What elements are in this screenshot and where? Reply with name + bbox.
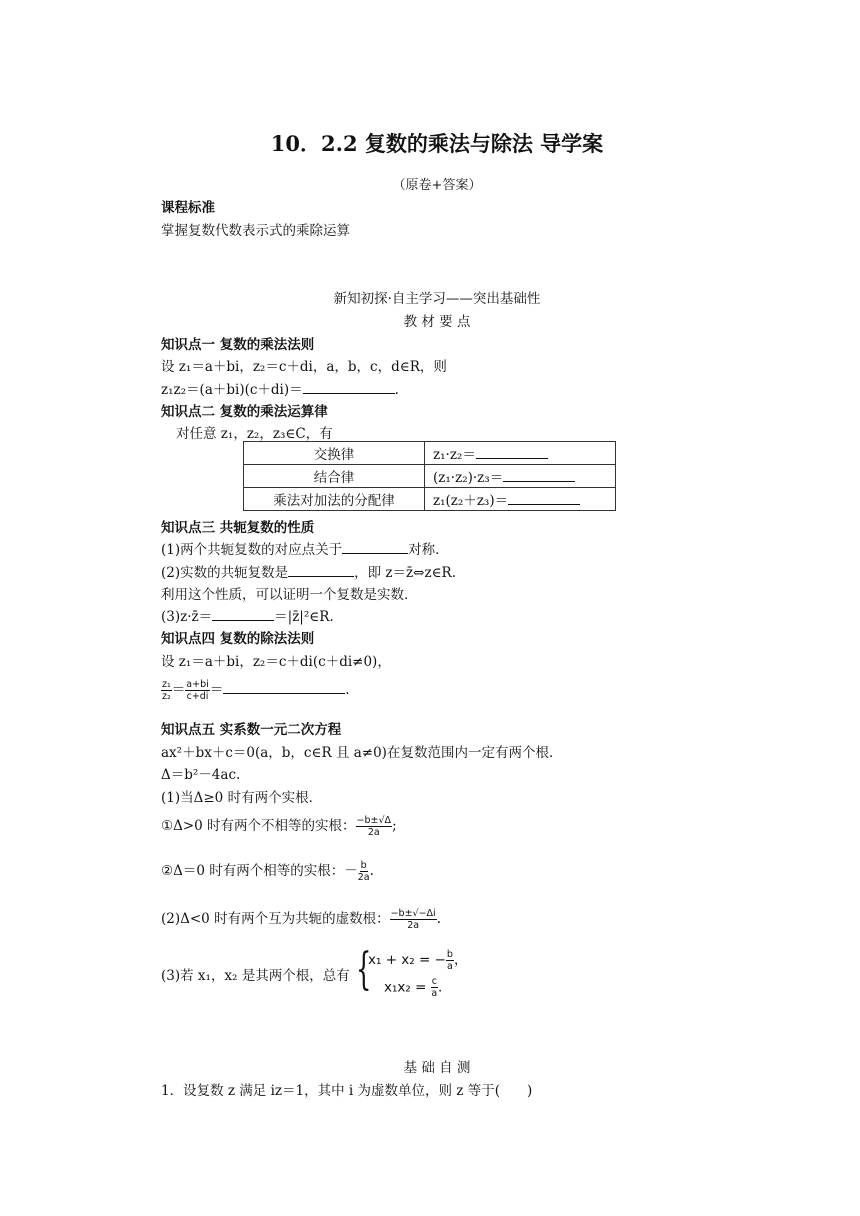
kp5-line7: (3)若 x₁，x₂ 是其两个根，总有 bbox=[161, 968, 350, 984]
kp5-line6-text: (2)Δ<0 时有两个互为共轭的虚数根： bbox=[161, 911, 390, 927]
kp2-heading: 知识点二 复数的乘法运算律 bbox=[161, 404, 328, 420]
kp1-line2-text: z₁z₂＝(a＋bi)(c＋di)＝ bbox=[161, 382, 303, 398]
numerator: −b±√Δ bbox=[356, 815, 392, 826]
kp4-heading: 知识点四 复数的除法法则 bbox=[161, 631, 315, 647]
numerator: z₁ bbox=[162, 679, 171, 690]
kp4-division-formula bbox=[161, 678, 350, 702]
kp2-intro: 对任意 z₁，z₂，z₃∈C，有 bbox=[176, 426, 333, 442]
answer-blank[interactable] bbox=[503, 469, 575, 482]
kp3-line4-b: ＝|z̄|²∈R. bbox=[274, 609, 334, 625]
law-expr-text: (z₁·z₂)·z₃＝ bbox=[433, 470, 504, 486]
period: . bbox=[345, 682, 350, 698]
kp1-line1: 设 z₁＝a＋bi，z₂＝c＋di，a，b，c，d∈R，则 bbox=[161, 359, 447, 375]
laws-table bbox=[243, 441, 616, 511]
kp4-line1: 设 z₁＝a＋bi，z₂＝c＋di(c＋di≠0)， bbox=[161, 654, 391, 670]
kp5-line2: Δ＝b²－4ac. bbox=[161, 767, 241, 783]
left-brace-icon: { bbox=[356, 944, 372, 995]
punctuation: . bbox=[436, 911, 441, 927]
kp3-line1 bbox=[161, 538, 449, 558]
kp3-line4-a: (3)z·z̄＝ bbox=[161, 609, 213, 625]
law-expr-text: z₁·z₂＝ bbox=[433, 447, 476, 463]
kp5-heading: 知识点五 实系数一元二次方程 bbox=[161, 722, 342, 738]
kp5-line4 bbox=[161, 814, 397, 838]
question-1: 1．设复数 z 满足 iz＝1，其中 i 为虚数单位，则 z 等于( ) bbox=[161, 1083, 533, 1099]
vieta-product-text: x₁x₂ = bbox=[384, 979, 431, 996]
kp5-line1: ax²＋bx＋c＝0(a，b，c∈R 且 a≠0)在复数范围内一定有两个根． bbox=[161, 745, 563, 761]
punctuation: . bbox=[369, 863, 374, 879]
denominator: 2a bbox=[407, 920, 420, 931]
denominator: a bbox=[431, 988, 438, 999]
kp5-line5-text: ②Δ＝0 时有两个相等的实根：－ bbox=[161, 863, 358, 879]
answer-blank[interactable] bbox=[223, 681, 345, 694]
vieta-product bbox=[384, 976, 442, 999]
numerator: b bbox=[446, 948, 453, 960]
kp3-heading: 知识点三 共轭复数的性质 bbox=[161, 520, 315, 536]
denominator: c+di bbox=[186, 691, 209, 702]
section-heading: 新知初探·自主学习——突出基础性 bbox=[333, 291, 541, 307]
denominator: a bbox=[447, 960, 453, 972]
law-name: 乘法对加法的分配律 bbox=[244, 488, 425, 511]
kp3-line4 bbox=[161, 605, 334, 625]
root-fraction bbox=[356, 815, 393, 838]
law-name: 结合律 bbox=[244, 465, 425, 488]
table-row bbox=[244, 442, 616, 465]
answer-blank[interactable] bbox=[508, 492, 580, 505]
answer-blank[interactable] bbox=[303, 381, 395, 394]
law-expr bbox=[425, 442, 616, 465]
root-fraction bbox=[390, 908, 437, 931]
kp3-line1-b: 对称． bbox=[408, 542, 449, 558]
kp3-line2-b: ，即 z＝z̄⇔z∈R. bbox=[354, 565, 457, 581]
answer-blank[interactable] bbox=[476, 446, 548, 459]
kp1-line2: z₁z₂＝(a＋bi)(c＋di)＝ . bbox=[161, 382, 399, 398]
kp5-line6 bbox=[161, 907, 441, 931]
vieta-sum bbox=[368, 948, 467, 972]
kp3-line3: 利用这个性质，可以证明一个复数是实数． bbox=[161, 587, 418, 603]
punctuation: . bbox=[437, 979, 443, 996]
fraction bbox=[161, 679, 172, 702]
self-test-heading: 基 础 自 测 bbox=[403, 1060, 471, 1076]
kp3-line1-a: (1)两个共轭复数的对应点关于 bbox=[161, 542, 343, 558]
standard-text: 掌握复数代数表示式的乘除运算 bbox=[161, 223, 350, 239]
law-expr-text: z₁(z₂＋z₃)＝ bbox=[433, 493, 509, 509]
fraction bbox=[185, 679, 209, 702]
root-fraction bbox=[358, 860, 370, 883]
vieta-sum-text: x₁ + x₂ = − bbox=[368, 952, 446, 968]
law-expr bbox=[425, 488, 616, 511]
kp5-line3: (1)当Δ≥0 时有两个实根． bbox=[161, 790, 323, 806]
fraction bbox=[446, 949, 454, 972]
page-title: 10．2.2 复数的乘法与除法 导学案 bbox=[270, 131, 604, 156]
standard-heading: 课程标准 bbox=[161, 200, 215, 216]
punctuation: ， bbox=[453, 952, 468, 968]
kp3-line2-a: (2)实数的共轭复数是 bbox=[161, 565, 289, 581]
table-row bbox=[244, 488, 616, 511]
law-name: 交换律 bbox=[244, 442, 425, 465]
answer-blank[interactable] bbox=[288, 564, 354, 577]
numerator: −b±√−Δi bbox=[390, 908, 436, 919]
table-row bbox=[244, 465, 616, 488]
answer-blank[interactable] bbox=[212, 608, 274, 621]
punctuation: ; bbox=[392, 818, 397, 834]
numerator: b bbox=[360, 860, 367, 871]
numerator: a+bi bbox=[186, 679, 209, 690]
equals: ＝ bbox=[171, 682, 186, 698]
numerator: c bbox=[431, 976, 437, 987]
kp5-line4-text: ①Δ>0 时有两个不相等的实根： bbox=[161, 818, 356, 834]
denominator: 2a bbox=[367, 827, 380, 838]
kp1-heading: 知识点一 复数的乘法法则 bbox=[161, 337, 315, 353]
denominator: z₂ bbox=[162, 691, 171, 702]
kp3-line2 bbox=[161, 561, 456, 581]
equals: ＝ bbox=[209, 682, 224, 698]
page-subtitle: （原卷+答案） bbox=[392, 178, 482, 193]
denominator: 2a bbox=[357, 872, 370, 883]
answer-blank[interactable] bbox=[342, 541, 408, 554]
section-subheading: 教 材 要 点 bbox=[403, 314, 471, 330]
law-expr bbox=[425, 465, 616, 488]
fraction bbox=[431, 976, 438, 999]
kp5-line5 bbox=[161, 859, 374, 883]
